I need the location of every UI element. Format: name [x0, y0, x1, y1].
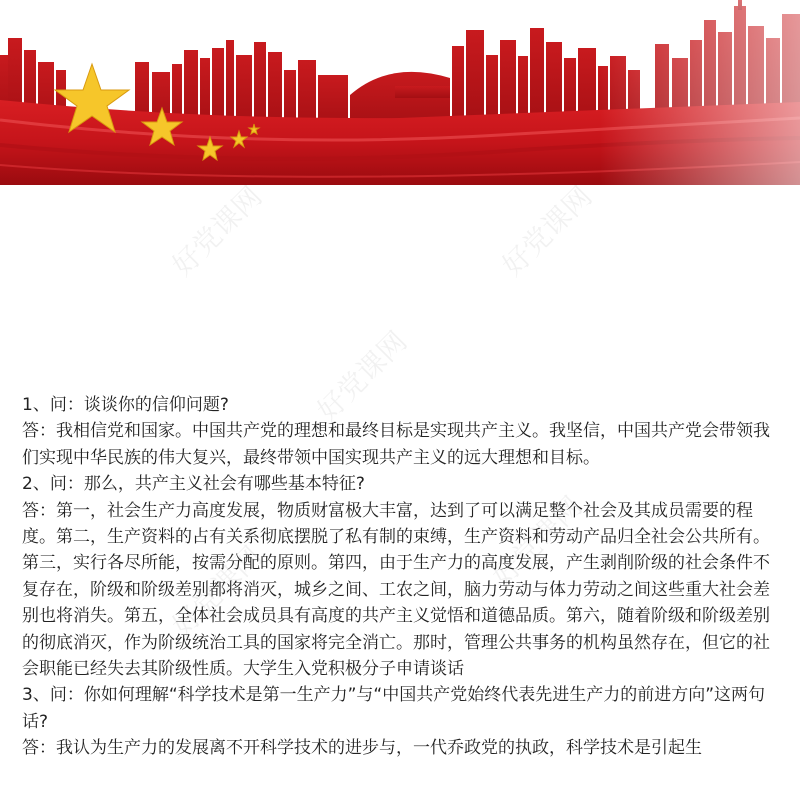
- answer-2: 答：第一，社会生产力高度发展，物质财富极大丰富，达到了可以满足整个社会及其成员需要的程度。第二，生产资料的占有关系彻底摆脱了私有制的束缚，生产资料和劳动产品归全社会公共所有。第三，实行各尽所能，按需分配的原则。第四，由于生产力的高度发展，产生剥削阶级的社会条件不复存在，阶级和阶级差别都将消灭，城乡之间、工农之间，脑力劳动与体力劳动之间这些重大社会差别也将消失。第五，全体社会成员具有高度的共产主义觉悟和道德品质。第六，随着阶级和阶级差别的彻底消灭，作为阶级统治工具的国家将完全消亡。那时，管理公共事务的机构虽然存在，但它的社会职能已经失去其阶级性质。大学生入党积极分子申请谈话: [22, 500, 770, 680]
- watermark-text: 好党课网: [485, 489, 589, 593]
- answer-3: 答：我认为生产力的发展离不开科学技术的进步与，一代乔政党的执政，科学技术是引起生: [22, 738, 702, 759]
- watermark-text: 好党课网: [495, 179, 599, 283]
- watermark-text: 好党课网: [165, 179, 269, 283]
- question-3: 3、问：你如何理解“科学技术是第一生产力”与“中国共产党始终代表先进生产力的前进方向”这两句话?: [22, 685, 766, 732]
- answer-1: 答：我相信党和国家。中国共产党的理想和最终目标是实现共产主义。我坚信，中国共产党会带领我们实现中华民族的伟大复兴，最终带领中国实现共产主义的远大理想和目标。: [22, 421, 770, 468]
- watermark-text: 好党课网: [165, 539, 269, 643]
- watermark-text: 好党课网: [310, 324, 414, 428]
- article-body: [22, 392, 782, 762]
- header-banner: [0, 0, 800, 185]
- question-1: 1、问：谈谈你的信仰问题?: [22, 395, 229, 415]
- question-2: 2、问：那么，共产主义社会有哪些基本特征?: [22, 474, 365, 495]
